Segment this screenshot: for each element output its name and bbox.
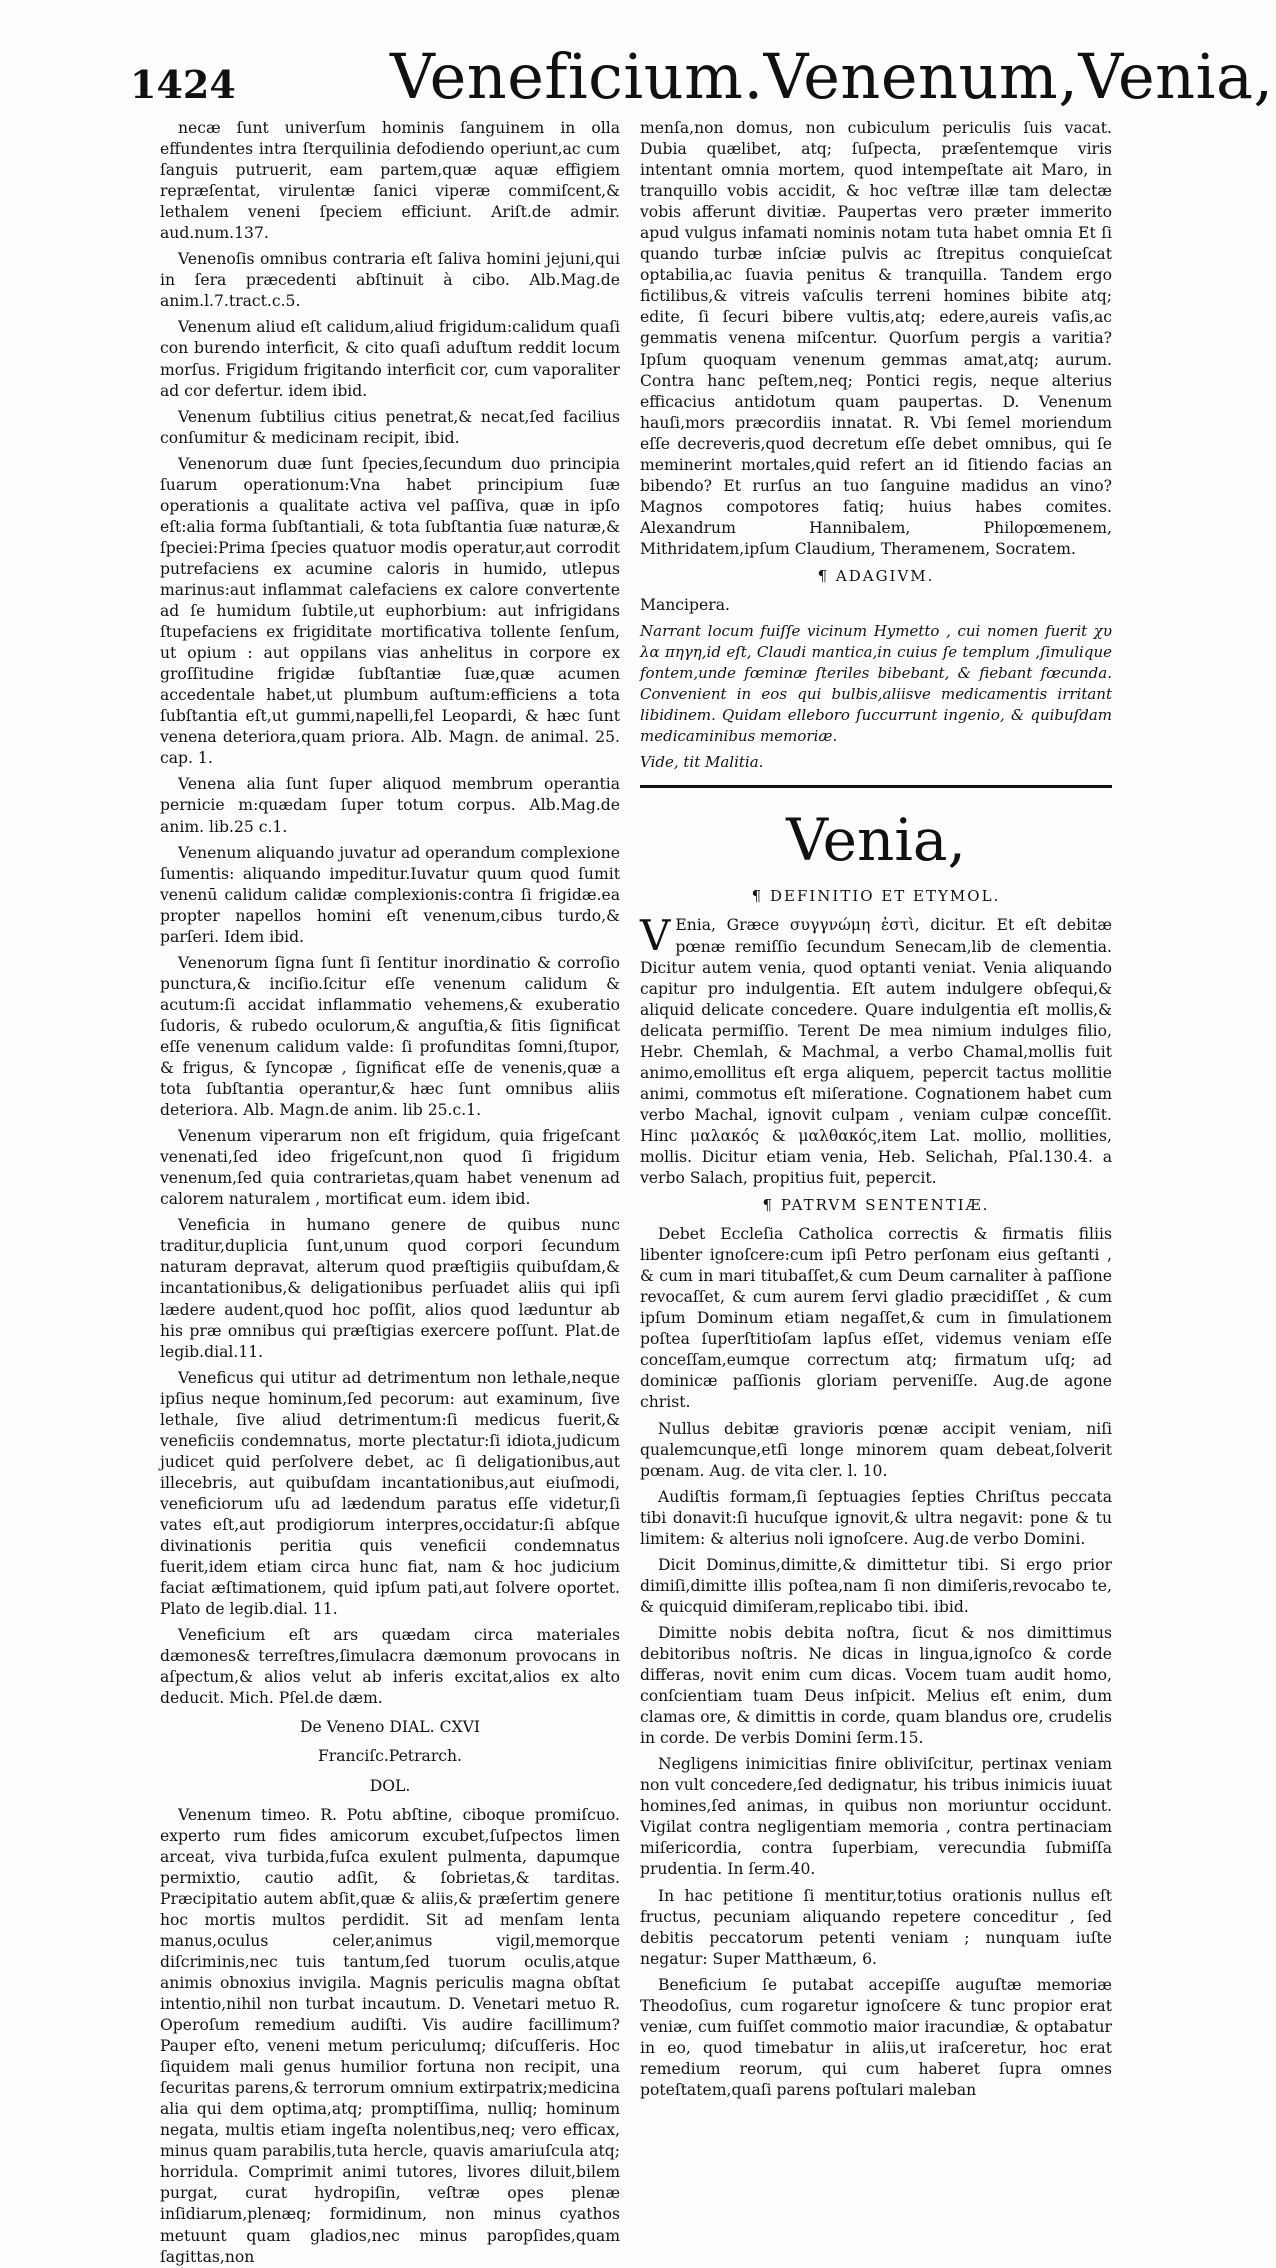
section-heading: ¶ ADAGIVM. (817, 566, 935, 585)
paragraph: Veneficus qui utitur ad detrimentum non lethale,neque ipſius neque hominum,ſed pecorum: aut examinum, ſive lethale, ſive aliud detrimentum:ſi medicus fuerit,& veneficiis condemnatus, morte plectatur:ſi idiota,judicum judicet quid perſolvere debet, ac ſi deligationibus,aut illecebris, aut quibuſdam incantationibus,aut eiuſmodi, veneficiorum uſu ad lædendum paratus eſſe videtur,ſi vates eſt,aut prodigiorum interpres,occidatur:ſi abſque divinationis peritia quis veneficii condemnatus fuerit,idem etiam circa hunc fiat, nam & hoc judicium faciat æſtimationem, quid ipſum pati,aut ſolvere oportet. Plato de legib.dial. 11. (160, 1368, 620, 1619)
section-heading: ¶ PATRVM SENTENTIÆ. (762, 1196, 990, 1215)
paragraph: menſa,non domus, non cubiculum periculis ſuis vacat. Dubia quælibet, atq; ſuſpecta, præſentemque viris intentant omnia mortem, quod intempeſtate ait Maro, in tranquillo vobis accidit, & hoc veſtræ illæ tam delectæ vobis afferunt divitiæ. Paupertas vero præter immerito apud vulgus infamati nominis notam tuta habet omnia Et ſi quando turbæ inſciæ pulvis ac ſtrepitus conquieſcat optabilia,ac ſuavia penitus & tranquilla. Tandem ergo fictilibus,& vitreis vaſculis terreni homines bibite atq; edite, ſi ſecuri bibere vultis,atq; edere,aureis vaſis,ac gemmatis venena miſcentur. Quorſum pergis a varitia? Ipſum quoquam venenum gemmas amat,atq; aurum. Contra hanc peſtem,neq; Pontici regis, neque alterius efficacius antidotum quam paupertas. D. Venenum hauſi,mors præcordiis innatat. R. Vbi ſemel moriendum eſſe decreveris,quod decretum eſſe debet omnibus, qui ſe meminerint mortales,quid refert an id ſitiendo facias an bibendo? Et rurſus an tuo ſanguine madidus an vino? Magnos compotores fatiq; huius habes comites. Alexandrum Hannibalem, Philopœmenem, Mithridatem,ipſum Claudium, Theramenem, Socratem. (640, 119, 1112, 558)
paragraph: Venenum timeo. R. Potu abſtine, ciboque promiſcuo. experto rum fides amicorum excubet,ſuſpectos limen arceat, viva turbida,fuſca exulent pulmenta, dapumque permixtio, cautio adſit, & ſobrietas,& tarditas. Præcipitatio autem abſit,quæ & aliis,& præſertim genere hoc mortis multos perdidit. Sit ad menſam lenta manus,oculus celer,animus vigil,memorque diſcriminis,nec tuis tantum,ſed tuorum oculis,atque animis obnoxius invigila. Magnis periculis magna obſtat intentio,nihil non turbat incautum. D. Venetari metuo R. Operoſum remedium audiſti. Vis audire facillimum? Pauper eſto, veneni metum periculumq; diſcuſſeris. Hoc ſiquidem mali genus humilior fortuna non recipit, una ſecuritas parens,& terrorum omnium extirpatrix;medicina alia qui dem optima,atq; promptiſſima, nulliq; hominum negata, multis etiam ingeſta nolentibus,neq; vero efficax, minus quam parabilis,tuta hercle, quavis amariuſcula atq; horridula. Comprimit animi tutores, livores diluit,bilem purgat, curat hydropiſin, veſtræ opes plenæ inſidiarum,plenæq; formidinum, non minus cyathos metuunt quam gladios,nec minus paropſides,quam ſagittas,non (160, 1805, 620, 2266)
paragraph: Venenum aliquando juvatur ad operandum complexione ſumentis: aliquando impeditur.Iuvatur quum quod ſumit venenū calidum calidæ complexionis:contra ſi frigidæ.ea propter napellos homini eſt venenum,cibus turdo,& parſeri. Idem ibid. (160, 843, 620, 946)
paragraph: Veneficia in humano genere de quibus nunc traditur,duplicia ſunt,unum quod corpori ſecundum naturam depravat, alterum quod præſtigiis quibuſdam,& incantationibus,& deligationibus perſuadet aliis qui ipſi lædere audent,quod hoc poſſit, alios quod læduntur ab his præ omnibus qui præſtigias exercere poſſunt. Plat.de legib.dial.11. (160, 1216, 620, 1361)
paragraph: Dicit Dominus,dimitte,& dimittetur tibi. Si ergo prior dimiſi,dimitte illis poſtea,nam ſi non dimiſeris,revocabo te, & quicquid dimiſeram,replicabo tibi. ibid. (640, 1555, 1112, 1616)
centered-heading: Franciſc.Petrarch. (317, 1747, 463, 1766)
section-rule (640, 785, 1112, 788)
drop-cap: V (640, 911, 671, 961)
paragraph: Venenoſis omnibus contraria eſt ſaliva homini jejuni,qui in ſera præcedenti abſtinuit à cibo. Alb.Mag.de anim.l.7.tract.c.5. (160, 250, 620, 311)
paragraph: Venenum ſubtilius citius penetrat,& necat,ſed facilius conſumitur & medicinam recipit, ibid. (160, 407, 620, 447)
paragraph: In hac petitione ſi mentitur,totius orationis nullus eſt fructus, pecuniam aliquando repetere conceditur , ſed debitis peccatorum petenti veniam ; nunquam iuſte negatur: Super Matthæum, 6. (640, 1886, 1112, 1968)
paragraph: Beneficium ſe putabat accepiſſe auguſtæ memoriæ Theodoſius, cum rogaretur ignoſcere & tunc propior erat veniæ, cum fuiſſet commotio maior iracundiæ, & optabatur in eo, quod timebatur in aliis,ut iraſceretur, hoc erat remedium reorum, qui cum haberet ſupra omnes poteſtatem,quaſi parens poſtulari maleban (640, 1975, 1112, 2099)
adage-note: Narrant locum fuiſſe vicinum Hymetto , cui nomen fuerit χυ λα πηγη,id eſt, Claudi mantica,in cuius ſe templum ,ſimulique fontem,unde fœminæ ſteriles bibebant, & fiebant fœcunda. Convenient in eos qui bulbis,aliisve medicamentis irritant libidinem. Quidam elleboro ſuccurrunt ingenio, & quibuſdam medicaminibus memoriæ. (640, 622, 1112, 746)
running-title: Veneficium.Venenum,Venia, (390, 40, 1274, 113)
paragraph: Venena alia ſunt ſuper aliquod membrum operantia pernicie m:quædam ſuper totum corpus. Alb.Mag.de anim. lib.25 c.1. (160, 775, 620, 836)
section-heading: ¶ DEFINITIO ET ETYMOL. (751, 887, 1001, 906)
page-number: 1424 (130, 62, 236, 107)
paragraph: Veneficium eſt ars quædam circa materiales dæmones& terreſtres,ſimulacra dæmonum provocans in aſpectum,& alios velut ab inferis excitat,alios ex alto deducit. Mich. Pſel.de dæm. (160, 1626, 620, 1708)
centered-heading: De Veneno DIAL. CXVI (299, 1718, 481, 1737)
paragraph: Venenorum duæ ſunt ſpecies,ſecundum duo principia ſuarum operationum:Vna habet principium ſuæ operationis a qualitate activa vel paſſiva, quæ in ipſo eſt:alia forma ſubſtantiali, & tota ſubſtantia ſuæ naturæ,& ſpeciei:Prima ſpecies quatuor modis operatur,aut corrodit putrefaciens ex acumine caloris in humido, utlepus marinus:aut inflammat calefaciens ex calore convertente ad ſe humidum ſubtile,ut euphorbium: aut infrigidans ſtupefaciens ex frigiditate mortificativa tollente ſenſum, ut opium : aut oppilans vias anhelitus in corpore ex groſſitudine frigidæ ſubſtantiæ ſuæ,quæ acumen accedentale habet,ut plumbum auſtum:efficiens a tota ſubſtantia eſt,ut gummi,napelli,fel Leopardi, & hæc ſunt venena deteriora,quam priora. Alb. Magn. de animal. 25. cap. 1. (160, 454, 620, 768)
left-column (160, 118, 620, 2266)
paragraph: Mancipera. (640, 596, 730, 615)
paragraph: Audiſtis formam,ſi ſeptuagies ſepties Chriſtus peccata tibi donavit:ſi hucuſque ignovit,& ultra negavit: pone & tu limitem: & alterius noli ignoſcere. Aug.de verbo Domini. (640, 1487, 1112, 1548)
paragraph-text: Enia, Græce συγγνώμη ἐστὶ, dicitur. Et eſt debitæ pœnæ remiſſio ſecundum Senecam,lib de clementia. Dicitur autem venia, quod optanti veniat. Venia aliquando capitur pro indulgentia. Eſt autem indulgere obſequi,& aliquid delicate concedere. Quare indulgentia eſt mollis,& delicata permiſſio. Terent De mea nimium indulges filio, Hebr. Chemlah, & Machmal, a verbo Chamal,mollis fuit animo,emollitus eſt erga aliquem, pepercit tactus mollitie animi, commotus eſt miſeratione. Cognationem habet cum verbo Machal, ignovit culpam , veniam culpæ conceſſit. Hinc μαλακός & μαλθακός,item Lat. mollio, mollities, mollis. Dicitur etiam venia, Heb. Selichah, Pſal.130.4. a verbo Salach, propitius fuit, pepercit. (640, 916, 1112, 1188)
paragraph: Venenum viperarum non eſt frigidum, quia frigeſcant venenati,ſed ideo frigeſcunt,non quod ſi frigidum venenum,ſed quia contrarietas,quam habet venenum ad calorem naturalem , mortificat eum. idem ibid. (160, 1127, 620, 1209)
paragraph: Negligens inimicitias finire obliviſcitur, pertinax veniam non vult concedere,ſed dedignatur, his tribus inimicis iuuat homines,ſed animas, in quibus non moriuntur occidunt. Vigilat contra negligentiam memoria , contra pertinaciam miſericordia, contra ſuperbiam, verecundia ſubmiſſa prudentia. In ſerm.40. (640, 1755, 1112, 1879)
centered-heading: DOL. (369, 1776, 411, 1795)
paragraph: necæ ſunt univerſum hominis ſanguinem in olla effundentes intra ſterquilinia defodiendo operiunt,ac cum ſanguis putruerit, eam partem,quæ aquæ effigiem repræſentat, virulentæ ſanici viperæ commiſcent,& lethalem veneni ſpeciem efficiunt. Ariſt.de admir. aud.num.137. (160, 119, 620, 243)
paragraph: Debet Eccleſia Catholica correctis & firmatis filiis libenter ignoſcere:cum ipſi Petro perſonam eius geſtanti , & cum in mari titubaſſet,& cum Deum carnaliter à paſſione revocaſſet, & cum aurem ſervi gladio præcidiſſet , & cum ipſum Dominum etiam negaſſet,& cum in ſimulationem poſtea ſuperſtitioſam lapſus eſſet, videmus veniam eſſe conceſſam,eumque correctum atq; firmatum uſq; ad dominicæ paſſionis gloriam perveniſſe. Aug.de agone christ. (640, 1225, 1112, 1412)
paragraph: Nullus debitæ gravioris pœnæ accipit veniam, niſi qualemcunque,etſi longe minorem quam debeat,ſolverit pœnam. Aug. de vita cler. l. 10. (640, 1419, 1112, 1480)
paragraph: Dimitte nobis debita noſtra, ſicut & nos dimittimus debitoribus noſtris. Ne dicas in lingua,ignoſco & corde differas, novit enim cum dicas. Vocem tuam audit homo, conſcientiam tuam Deus inſpicit. Melius eſt enim, dum clamas ore, & dimittis in corde, quam blandus ore, crudelis in corde. De verbis Domini ſerm.15. (640, 1623, 1112, 1748)
adage-note: Vide, tit Malitia. (640, 753, 764, 772)
paragraph: Venenum aliud eſt calidum,aliud frigidum:calidum quaſi con burendo interficit, & cito quaſi aduſtum reddit locum morſus. Frigidum frigitando interficit cor, cum vaporaliter ad cor defertur. idem ibid. (160, 318, 620, 400)
entry-heading: Venia, (786, 806, 966, 875)
page-header (130, 40, 1274, 120)
paragraph (640, 911, 1112, 1189)
right-column (640, 118, 1112, 2099)
paragraph: Venenorum ſigna ſunt ſi ſentitur inordinatio & corroſio punctura,& inciſio.ſcitur eſſe venenum calidum & acutum:ſi accidat inflammatio vehemens,& exuberatio ſudoris, & rubedo oculorum,& anguſtia,& ſitis ſignificat eſſe venenum calidum valde: ſi profunditas ſomni,ſtupor, & frigus, & ſyncopæ , ſignificat eſſe de venenis,quæ a tota ſubſtantia operantur,& hæc ſunt omnibus aliis deteriora. Alb. Magn.de anim. lib 25.c.1. (160, 953, 620, 1120)
